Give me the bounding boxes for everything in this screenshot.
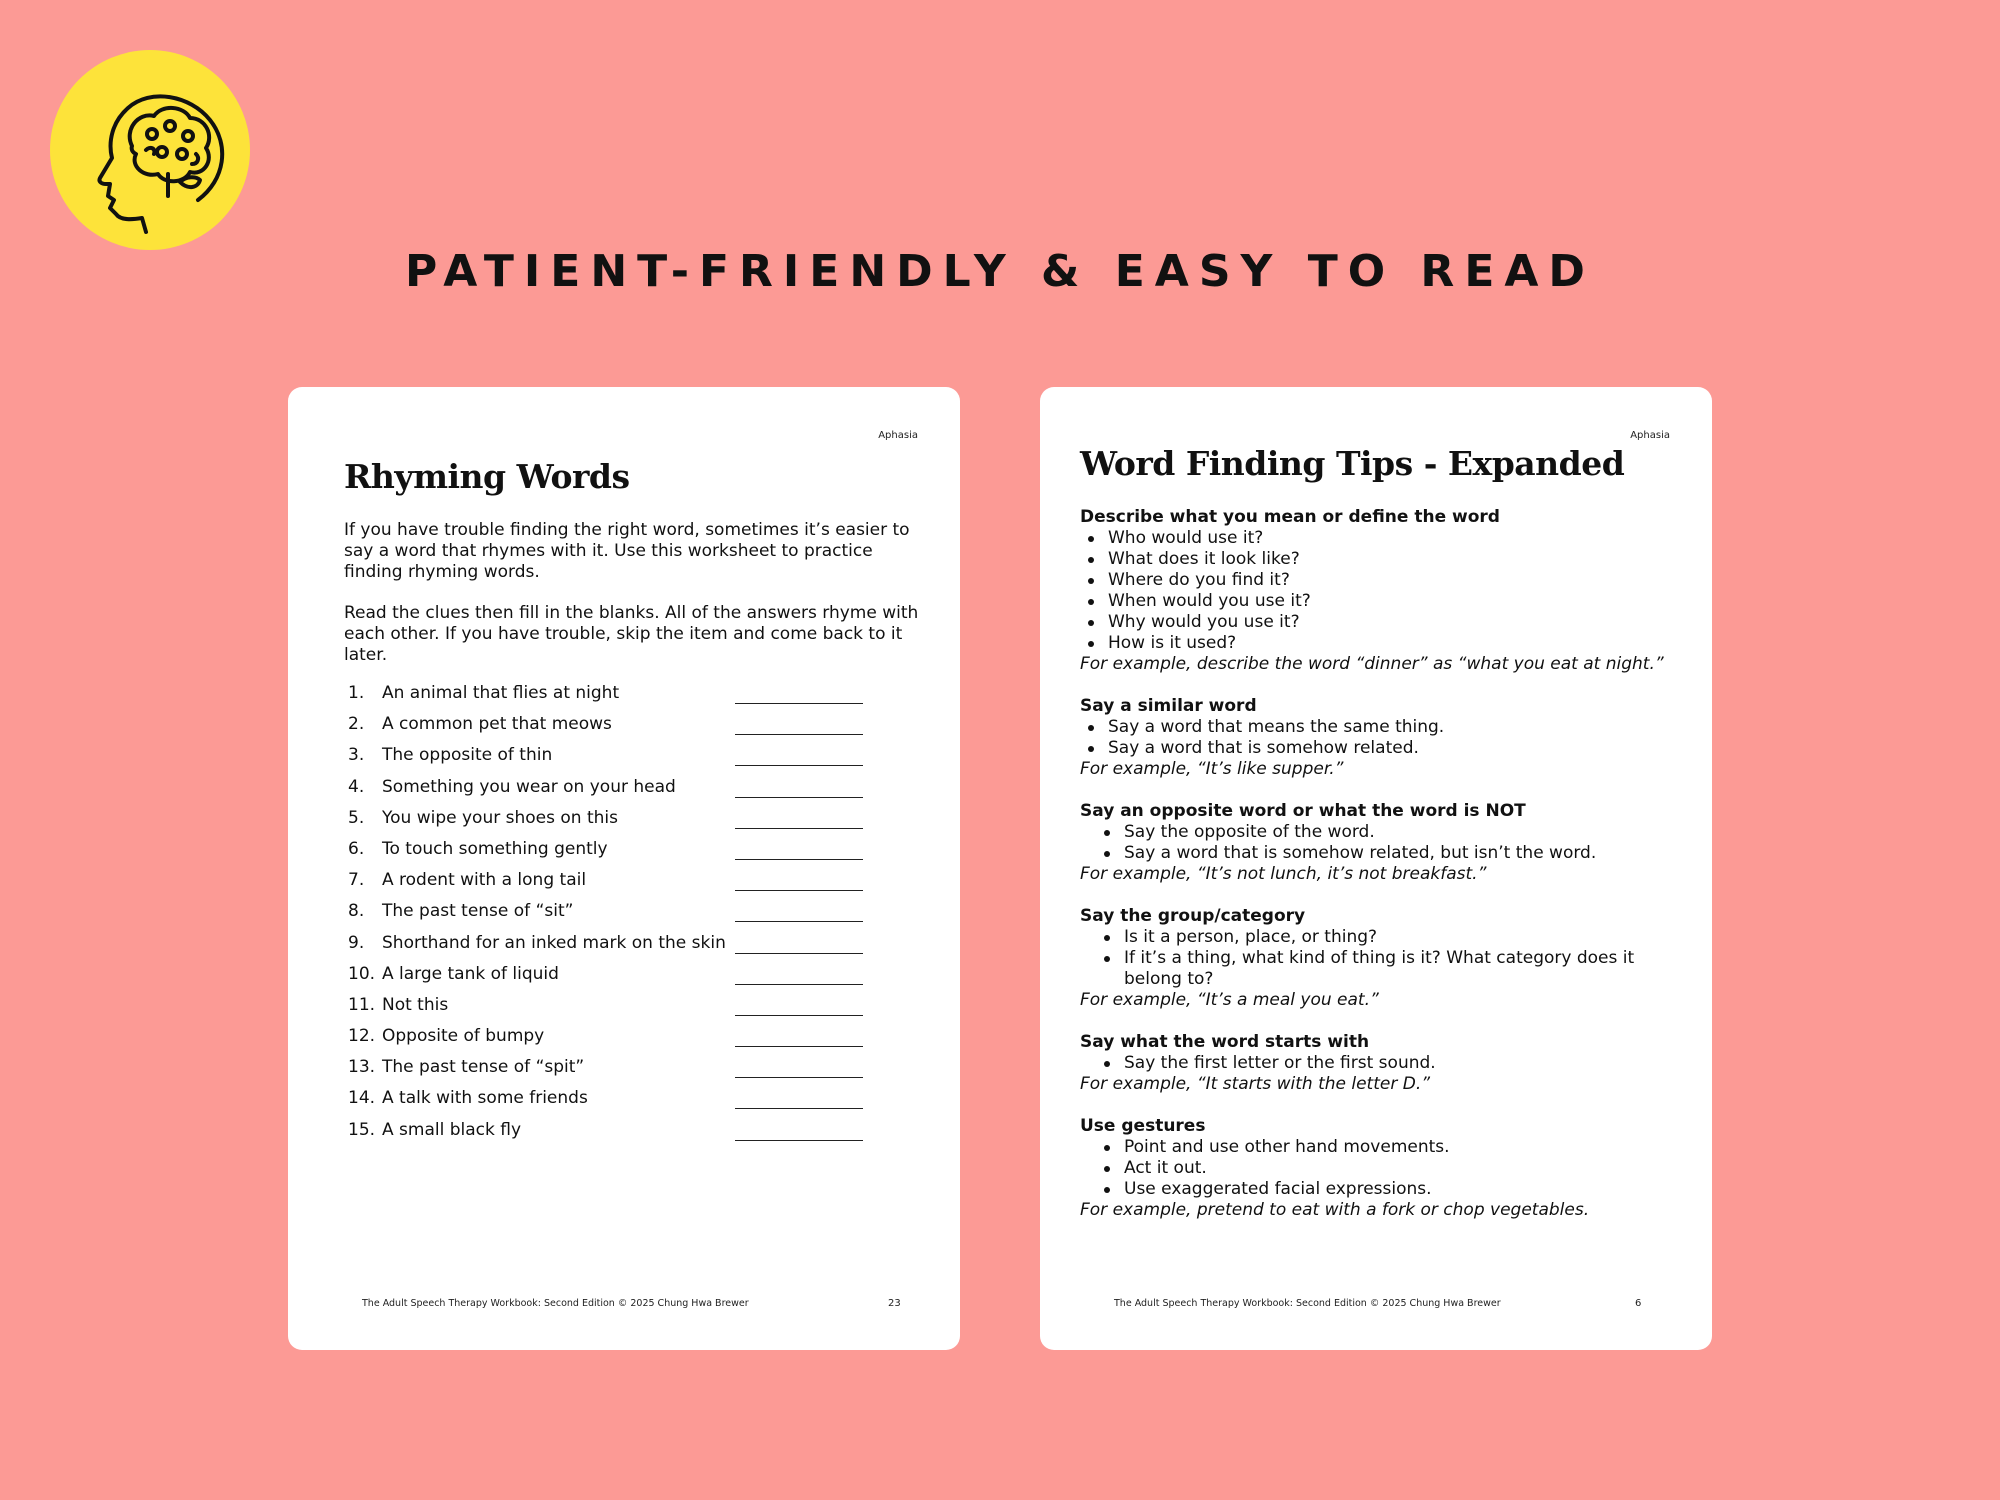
bullet-text: Use exaggerated facial expressions. [1124,1179,1432,1199]
bullet-text: What does it look like? [1108,549,1300,569]
clue-text: Shorthand for an inked mark on the skin [382,932,726,953]
section-heading: Say a similar word [1080,696,1257,716]
bullet-text: Say the first letter or the first sound. [1124,1053,1436,1073]
bullet-text: Act it out. [1124,1158,1207,1178]
page-tag: Aphasia [878,430,918,441]
bullet-icon [1104,935,1110,941]
answer-blank [735,797,863,798]
clue-item [344,1088,904,1119]
tip-section-similar-word [1080,696,1680,780]
bullet-icon [1088,641,1094,647]
clue-number: 5. [348,807,365,828]
clue-number: 15. [348,1119,376,1140]
tips-body [1080,507,1680,1242]
clue-number: 10. [348,963,376,984]
clue-text: To touch something gently [382,838,608,859]
clue-number: 8. [348,901,365,922]
bullet-list [1080,927,1680,990]
clue-text: The opposite of thin [382,745,553,766]
clue-number: 7. [348,870,365,891]
bullet-list [1080,1137,1680,1200]
clue-item [344,714,904,745]
page-footer: The Adult Speech Therapy Workbook: Second Edition © 2025 Chung Hwa Brewer [1114,1298,1501,1309]
answer-blank [735,703,863,704]
clue-number: 2. [348,714,365,735]
bullet-text: When would you use it? [1108,591,1311,611]
bullet-icon [1104,956,1110,962]
clue-item [344,745,904,776]
bullet-text: Is it a person, place, or thing? [1124,927,1378,947]
bullet-text: How is it used? [1108,633,1237,653]
clue-text: Something you wear on your head [382,776,676,797]
answer-blank [735,1108,863,1109]
brain-logo [50,50,250,250]
bullet-list [1080,822,1680,864]
page-number: 6 [1635,1298,1642,1309]
intro-paragraph: If you have trouble finding the right word, sometimes it’s easier to say a word that rhymes with it. Use this worksheet to practice finding rhyming words. [344,520,910,582]
section-heading: Say an opposite word or what the word is NOT [1080,801,1526,821]
clue-number: 9. [348,932,365,953]
clue-number: 4. [348,776,365,797]
bullet-icon [1088,725,1094,731]
page-number: 23 [888,1298,901,1309]
clue-item [344,808,904,839]
clue-text: The past tense of “sit” [382,901,574,922]
answer-blank [735,1140,863,1141]
answer-blank [735,765,863,766]
answer-blank [735,1015,863,1016]
bullet-icon [1104,1145,1110,1151]
clue-text: A small black fly [382,1119,522,1140]
bullet-icon [1088,746,1094,752]
worksheet-page-rhyming-words [288,387,960,1350]
bullet-list [1080,528,1680,654]
clue-item [344,901,904,932]
clue-item [344,683,904,714]
tip-section-starts-with [1080,1032,1680,1095]
brain-head-icon [50,50,250,250]
bullet-icon [1104,1187,1110,1193]
clue-item [344,995,904,1026]
answer-blank [735,890,863,891]
bullet-item [1080,1053,1680,1074]
bullet-text: If it’s a thing, what kind of thing is it? What category does it belong to? [1124,948,1635,989]
bullet-text: Who would use it? [1108,528,1264,548]
tip-section-describe [1080,507,1680,675]
answer-blank [735,1077,863,1078]
section-heading: Describe what you mean or define the word [1080,507,1500,527]
clue-number: 13. [348,1057,376,1078]
page-tag: Aphasia [1630,430,1670,441]
tip-section-opposite-word [1080,801,1680,885]
bullet-icon [1088,620,1094,626]
bullet-text: Point and use other hand movements. [1124,1137,1450,1157]
bullet-text: Where do you find it? [1108,570,1290,590]
page-footer: The Adult Speech Therapy Workbook: Second Edition © 2025 Chung Hwa Brewer [362,1298,749,1309]
clue-text: An animal that flies at night [382,683,620,703]
bullet-icon [1104,1166,1110,1172]
bullet-icon [1104,851,1110,857]
clue-number: 14. [348,1088,376,1109]
bullet-item [1080,549,1680,570]
bullet-item [1080,948,1680,990]
clue-item [344,839,904,870]
page-title: Rhyming Words [344,457,630,496]
bullet-list [1080,1053,1680,1074]
bullet-text: Say a word that is somehow related. [1108,738,1419,758]
instructions-paragraph: Read the clues then fill in the blanks. All of the answers rhyme with each other. If you have trouble, skip the item and come back to it later. [344,603,919,665]
clue-item [344,964,904,995]
bullet-icon [1088,536,1094,542]
bullet-item [1080,927,1680,948]
bullet-item [1080,528,1680,549]
bullet-item [1080,612,1680,633]
clue-list [344,683,904,1151]
bullet-item [1080,717,1680,738]
example-text: For example, “It’s a meal you eat.” [1080,990,1379,1010]
headline: PATIENT-FRIENDLY & EASY TO READ [405,246,1595,297]
tip-section-category [1080,906,1680,1011]
bullet-icon [1104,1061,1110,1067]
answer-blank [735,953,863,954]
bullet-icon [1088,578,1094,584]
clue-item [344,933,904,964]
answer-blank [735,828,863,829]
answer-blank [735,859,863,860]
bullet-item [1080,1179,1680,1200]
clue-item [344,870,904,901]
clue-text: A common pet that meows [382,714,612,735]
bullet-text: Say a word that means the same thing. [1108,717,1445,737]
clue-number: 11. [348,994,376,1015]
bullet-icon [1104,830,1110,836]
answer-blank [735,921,863,922]
clue-text: Opposite of bumpy [382,1026,545,1047]
bullet-item [1080,570,1680,591]
example-text: For example, “It starts with the letter D.” [1080,1074,1431,1094]
bullet-text: Say the opposite of the word. [1124,822,1375,842]
bullet-item [1080,633,1680,654]
bullet-item [1080,591,1680,612]
bullet-item [1080,1158,1680,1179]
bullet-text: Why would you use it? [1108,612,1300,632]
clue-text: Not this [382,994,449,1015]
bullet-icon [1088,599,1094,605]
answer-blank [735,1046,863,1047]
bullet-icon [1088,557,1094,563]
bullet-text: Say a word that is somehow related, but isn’t the word. [1124,843,1597,863]
section-heading: Say what the word starts with [1080,1032,1370,1052]
clue-item [344,1057,904,1088]
bullet-item [1080,1137,1680,1158]
tips-page-word-finding [1040,387,1712,1350]
clue-item [344,1120,904,1151]
clue-number: 3. [348,745,365,766]
example-text: For example, “It’s like supper.” [1080,759,1344,779]
clue-text: A large tank of liquid [382,963,559,984]
page-title: Word Finding Tips - Expanded [1080,444,1625,483]
example-text: For example, pretend to eat with a fork or chop vegetables. [1080,1200,1590,1220]
example-text: For example, “It’s not lunch, it’s not breakfast.” [1080,864,1487,884]
answer-blank [735,984,863,985]
clue-item [344,1026,904,1057]
bullet-item [1080,738,1680,759]
clue-text: A talk with some friends [382,1088,588,1109]
clue-number: 1. [348,683,365,703]
tip-section-gestures [1080,1116,1680,1221]
answer-blank [735,734,863,735]
bullet-list [1080,717,1680,759]
bullet-item [1080,822,1680,843]
clue-number: 6. [348,838,365,859]
clue-text: A rodent with a long tail [382,870,587,891]
clue-item [344,777,904,808]
clue-number: 12. [348,1026,376,1047]
example-text: For example, describe the word “dinner” as “what you eat at night.” [1080,654,1664,674]
bullet-item [1080,843,1680,864]
clue-text: The past tense of “spit” [382,1057,585,1078]
clue-text: You wipe your shoes on this [382,807,618,828]
section-heading: Say the group/category [1080,906,1306,926]
section-heading: Use gestures [1080,1116,1206,1136]
